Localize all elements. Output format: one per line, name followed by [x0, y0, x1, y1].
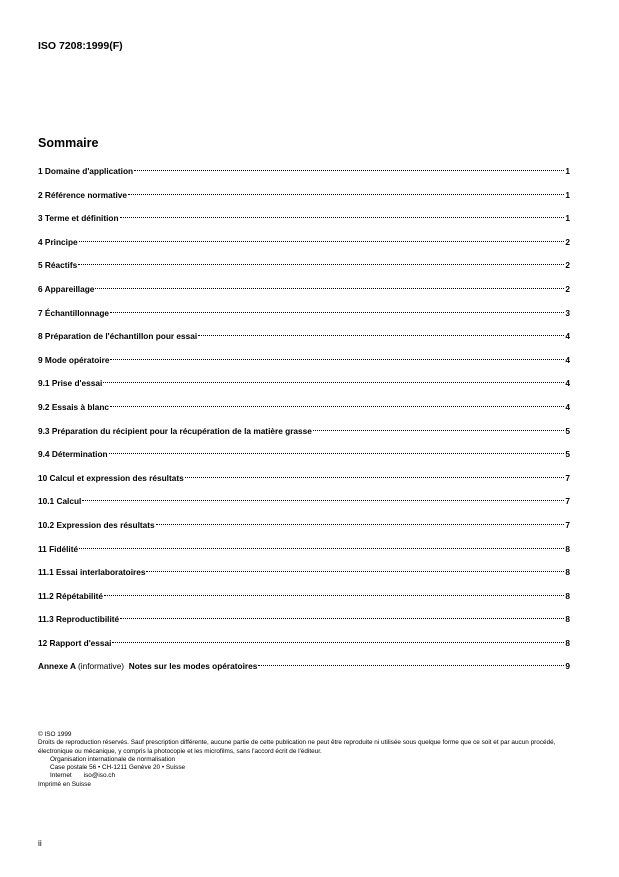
toc-leader-dots	[95, 288, 564, 289]
toc-leader-dots	[78, 264, 564, 265]
toc-entry-page: 8	[565, 590, 570, 601]
toc-entry-page: 1	[565, 189, 570, 200]
toc-entry[interactable]	[38, 470, 570, 486]
toc-leader-dots	[128, 194, 564, 195]
copyright-line: © ISO 1999	[38, 731, 72, 738]
toc-entry-page: 4	[565, 354, 570, 365]
toc-leader-dots	[110, 359, 564, 360]
toc-entry[interactable]	[38, 328, 570, 344]
toc-entry-page: 3	[565, 307, 570, 318]
toc-entry-label: 9.2 Essais à blanc	[38, 401, 110, 412]
toc-entry[interactable]	[38, 257, 570, 273]
toc-entry[interactable]	[38, 611, 570, 627]
toc-entry-label: 11.2 Répétabilité	[38, 590, 104, 601]
toc-entry[interactable]	[38, 635, 570, 651]
toc-leader-dots	[198, 335, 564, 336]
toc-entry-page: 1	[565, 166, 570, 176]
toc-entry[interactable]	[38, 352, 570, 368]
page-number: ii	[38, 838, 42, 848]
internet-label: Internet	[50, 772, 72, 780]
toc-entry-page: 8	[565, 567, 570, 578]
toc-entry-label: 2 Référence normative	[38, 189, 128, 200]
toc-entry-page: 4	[565, 331, 570, 342]
toc-entry-label: 3 Terme et définition	[38, 213, 119, 224]
toc-entry-label: 8 Préparation de l'échantillon pour essai	[38, 331, 198, 342]
toc-leader-dots	[82, 500, 564, 501]
internet-line	[38, 772, 578, 780]
toc-entry-label: 4 Principe	[38, 236, 78, 247]
toc-entry-page: 1	[565, 213, 570, 224]
document-header: ISO 7208:1999(F)	[38, 40, 123, 52]
toc-entry-label: 7 Échantillonnage	[38, 307, 109, 318]
toc-entry[interactable]	[38, 493, 570, 509]
toc-entry-page: 7	[565, 519, 570, 530]
toc-entry[interactable]	[38, 517, 570, 533]
toc-entry-page: 9	[565, 661, 570, 672]
toc-leader-dots	[104, 595, 564, 596]
rights-statement: Droits de reproduction réservés. Sauf prescription différente, aucune partie de cette publication ne peut être reproduite ni utilisée sous quelque forme que ce soit et par aucun procédé, électronique ou mécanique, y compris la photocopie et les microfilms, sans l'accord écrit de l'éditeur.	[38, 739, 556, 755]
toc-leader-dots	[79, 548, 564, 549]
organization-name: Organisation internationale de normalisation	[50, 755, 176, 763]
toc-entry-page: 5	[565, 425, 570, 436]
toc-leader-dots	[134, 170, 564, 171]
toc-entry-label: 9.4 Détermination	[38, 449, 108, 460]
toc-entry-label: 10.2 Expression des résultats	[38, 519, 155, 530]
toc-entry-page: 5	[565, 449, 570, 460]
toc-entry-page: 2	[565, 283, 570, 294]
toc-entry-label: 11 Fidélité	[38, 543, 79, 554]
toc-leader-dots	[103, 382, 564, 383]
toc-entry-label: 11.3 Reproductibilité	[38, 614, 120, 625]
table-of-contents	[38, 163, 570, 682]
annex-qualifier: (informative)	[77, 661, 125, 672]
toc-leader-dots	[258, 665, 564, 666]
toc-entry[interactable]	[38, 163, 570, 179]
copyright-notice	[38, 731, 578, 789]
toc-entry[interactable]	[38, 564, 570, 580]
toc-entry[interactable]	[38, 423, 570, 439]
annex-title: Notes sur les modes opératoires	[128, 661, 258, 672]
toc-entry-annex[interactable]	[38, 658, 570, 674]
toc-leader-dots	[110, 406, 564, 407]
toc-entry[interactable]	[38, 210, 570, 226]
toc-entry-label: 1 Domaine d'application	[38, 166, 134, 176]
toc-leader-dots	[112, 642, 564, 643]
toc-entry-page: 4	[565, 378, 570, 389]
toc-leader-dots	[110, 312, 564, 313]
toc-entry-label: 12 Rapport d'essai	[38, 637, 112, 648]
toc-entry-page: 4	[565, 401, 570, 412]
toc-entry[interactable]	[38, 446, 570, 462]
toc-entry[interactable]	[38, 375, 570, 391]
printed-in: Imprimé en Suisse	[38, 780, 91, 788]
postal-address: Case postale 56 • CH-1211 Genève 20 • Suisse	[50, 764, 186, 772]
toc-entry[interactable]	[38, 541, 570, 557]
toc-entry[interactable]	[38, 281, 570, 297]
toc-leader-dots	[185, 477, 565, 478]
toc-entry-label: 9 Mode opératoire	[38, 354, 110, 365]
toc-entry-label: 6 Appareillage	[38, 283, 95, 294]
toc-leader-dots	[156, 524, 565, 525]
toc-entry-page: 7	[565, 496, 570, 507]
toc-leader-dots	[120, 618, 564, 619]
toc-entry-label: 10 Calcul et expression des résultats	[38, 472, 184, 483]
toc-entry-label: 9.1 Prise d'essai	[38, 378, 103, 389]
toc-entry[interactable]	[38, 399, 570, 415]
toc-entry-page: 2	[565, 236, 570, 247]
email-address: iso@iso.ch	[83, 772, 116, 780]
toc-annex-label	[38, 658, 257, 674]
toc-entry-page: 8	[565, 637, 570, 648]
toc-entry-page: 8	[565, 614, 570, 625]
toc-entry-label: 9.3 Préparation du récipient pour la récupération de la matière grasse	[38, 425, 312, 436]
toc-leader-dots	[109, 453, 565, 454]
toc-entry[interactable]	[38, 588, 570, 604]
toc-entry[interactable]	[38, 305, 570, 321]
toc-entry[interactable]	[38, 234, 570, 250]
toc-entry-page: 7	[565, 472, 570, 483]
toc-entry-label: 11.1 Essai interlaboratoires	[38, 567, 146, 578]
toc-entry-page: 2	[565, 260, 570, 271]
annex-prefix: Annexe A	[38, 661, 76, 672]
toc-leader-dots	[120, 217, 565, 218]
toc-entry-label: 10.1 Calcul	[38, 496, 82, 507]
toc-entry-page: 8	[565, 543, 570, 554]
toc-leader-dots	[79, 241, 565, 242]
toc-leader-dots	[313, 430, 564, 431]
toc-leader-dots	[146, 571, 564, 572]
toc-entry-label: 5 Réactifs	[38, 260, 78, 271]
toc-title: Sommaire	[38, 136, 99, 150]
toc-entry[interactable]	[38, 187, 570, 203]
